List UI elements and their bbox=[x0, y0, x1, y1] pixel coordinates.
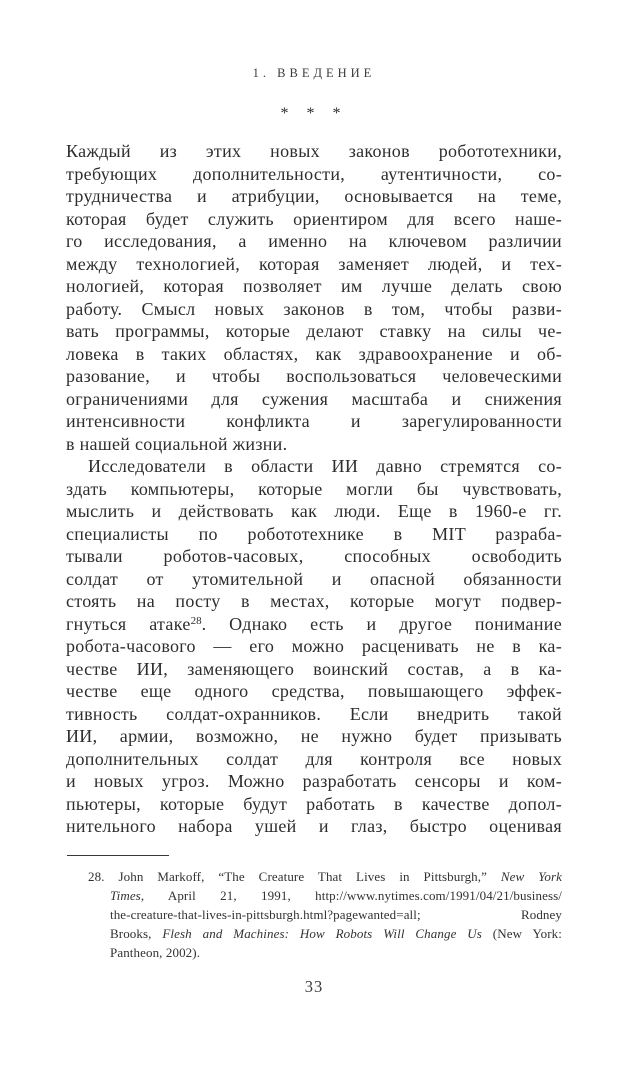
text-segment: вать программы, которые делают ставку на силы че- bbox=[66, 321, 562, 341]
text-segment: нительного набора ушей и глаз, быстро оценивая bbox=[66, 816, 562, 836]
text-segment: Brooks, bbox=[110, 926, 163, 941]
body-text-line bbox=[66, 568, 562, 591]
text-segment: тивность солдат-охранников. Если внедрить такой bbox=[66, 703, 562, 724]
text-segment: специалисты по робототехнике в MIT разраба- bbox=[66, 523, 562, 544]
body-text bbox=[66, 140, 562, 838]
text-segment: го исследования, а именно на ключевом различии bbox=[66, 231, 562, 251]
running-head: 1. ВВЕДЕНИЕ bbox=[252, 66, 376, 80]
text-segment: Flesh and Machines: How Robots Will Change Us bbox=[162, 926, 482, 941]
body-text-line bbox=[66, 815, 562, 838]
text-segment: 28. John Markoff, “The Creature That Lives in Pittsburgh,” bbox=[88, 869, 501, 884]
text-segment: честве еще одного средства, повышающего эффек- bbox=[66, 681, 562, 701]
body-text-line bbox=[66, 298, 562, 321]
body-text-line bbox=[66, 410, 562, 433]
body-text-line bbox=[66, 433, 562, 456]
body-text-line bbox=[66, 455, 562, 478]
body-text-line bbox=[66, 793, 562, 816]
body-text-line bbox=[66, 725, 562, 748]
text-segment: пьютеры, которые будут работать в качестве допол- bbox=[66, 793, 562, 814]
text-segment: требующих дополнительности, аутентичности, со- bbox=[66, 163, 562, 184]
body-text-line bbox=[66, 343, 562, 366]
text-segment: Исследователи в области ИИ давно стремятся со- bbox=[88, 456, 562, 476]
text-segment: Times bbox=[110, 888, 141, 903]
footnote-reference: 28 bbox=[190, 614, 202, 627]
body-text-line bbox=[66, 185, 562, 208]
text-segment: ловека в таких областях, как здравоохранение и об- bbox=[66, 343, 562, 364]
footnote-line bbox=[88, 867, 562, 886]
body-text-line bbox=[66, 320, 562, 343]
paragraph bbox=[66, 455, 562, 838]
text-segment: ограничениями для сужения масштаба и снижения bbox=[66, 388, 562, 409]
body-text-line bbox=[66, 770, 562, 793]
body-text-line bbox=[66, 545, 562, 568]
body-text-line bbox=[66, 500, 562, 523]
text-segment: дополнительных солдат для контроля все новых bbox=[66, 748, 562, 769]
text-segment: . Однако есть и другое понимание bbox=[201, 613, 562, 634]
text-segment: мыслить и действовать как люди. Еще в 1960-е гг. bbox=[66, 501, 562, 521]
text-segment: the-creature-that-lives-in-pittsburgh.html?pagewanted=all; Rodney bbox=[110, 907, 562, 922]
text-segment: нологией, которая позволяет им лучше делать свою bbox=[66, 276, 562, 296]
body-text-line bbox=[66, 208, 562, 231]
text-segment: гнуться атаке bbox=[66, 613, 191, 634]
footnote-line bbox=[110, 905, 562, 924]
footnote-line bbox=[110, 943, 562, 962]
section-separator-ornament: * * * bbox=[280, 105, 348, 122]
body-text-line bbox=[66, 680, 562, 703]
text-segment: здать компьютеры, которые могли бы чувствовать, bbox=[66, 478, 562, 499]
text-segment: (New York: bbox=[481, 926, 562, 941]
body-text-line bbox=[66, 748, 562, 771]
body-text-line bbox=[66, 388, 562, 411]
footnote-line bbox=[110, 924, 562, 943]
body-text-line bbox=[66, 230, 562, 253]
text-segment: New York bbox=[500, 869, 562, 884]
footnote-text bbox=[66, 867, 562, 962]
page-number: 33 bbox=[304, 977, 324, 996]
body-text-line bbox=[66, 275, 562, 298]
body-text-line bbox=[66, 478, 562, 501]
text-segment: интенсивности конфликта и зарегулированности bbox=[66, 411, 562, 431]
body-text-line bbox=[66, 365, 562, 388]
text-segment: стоять на посту в местах, которые могут подвер- bbox=[66, 591, 562, 611]
text-segment: , April 21, 1991, http://www.nytimes.com/1991/04/21/business/ bbox=[140, 888, 562, 903]
text-segment: Pantheon, 2002). bbox=[110, 945, 201, 960]
body-text-line bbox=[66, 523, 562, 546]
text-segment: Каждый из этих новых законов робототехники, bbox=[66, 141, 562, 161]
text-segment: работу. Смысл новых законов в том, чтобы разви- bbox=[66, 298, 562, 319]
body-text-line bbox=[66, 703, 562, 726]
text-segment: робота-часового — его можно расценивать не в ка- bbox=[66, 636, 562, 656]
text-segment: ИИ, армии, возможно, не нужно будет призывать bbox=[66, 726, 562, 746]
body-text-line bbox=[66, 635, 562, 658]
body-text-line bbox=[66, 658, 562, 681]
text-segment: тывали роботов-часовых, способных освободить bbox=[66, 546, 562, 566]
body-text-line bbox=[66, 613, 562, 636]
body-text-line bbox=[66, 590, 562, 613]
footnote-line bbox=[110, 886, 562, 905]
text-segment: в нашей социальной жизни. bbox=[66, 433, 288, 454]
body-text-line bbox=[66, 253, 562, 276]
footnote-divider bbox=[67, 855, 169, 856]
text-segment: солдат от утомительной и опасной обязанности bbox=[66, 568, 562, 589]
paragraph bbox=[66, 140, 562, 455]
text-segment: и новых угроз. Можно разработать сенсоры и ком- bbox=[66, 771, 562, 791]
text-segment: честве ИИ, заменяющего воинский состав, а в ка- bbox=[66, 658, 562, 679]
text-segment: разование, и чтобы воспользоваться человеческими bbox=[66, 366, 562, 386]
body-text-line bbox=[66, 140, 562, 163]
text-segment: трудничества и атрибуции, основывается на теме, bbox=[66, 186, 562, 206]
body-text-line bbox=[66, 163, 562, 186]
text-segment: между технологией, которая заменяет людей, и тех- bbox=[66, 253, 562, 274]
text-segment: которая будет служить ориентиром для всего наше- bbox=[66, 208, 562, 229]
